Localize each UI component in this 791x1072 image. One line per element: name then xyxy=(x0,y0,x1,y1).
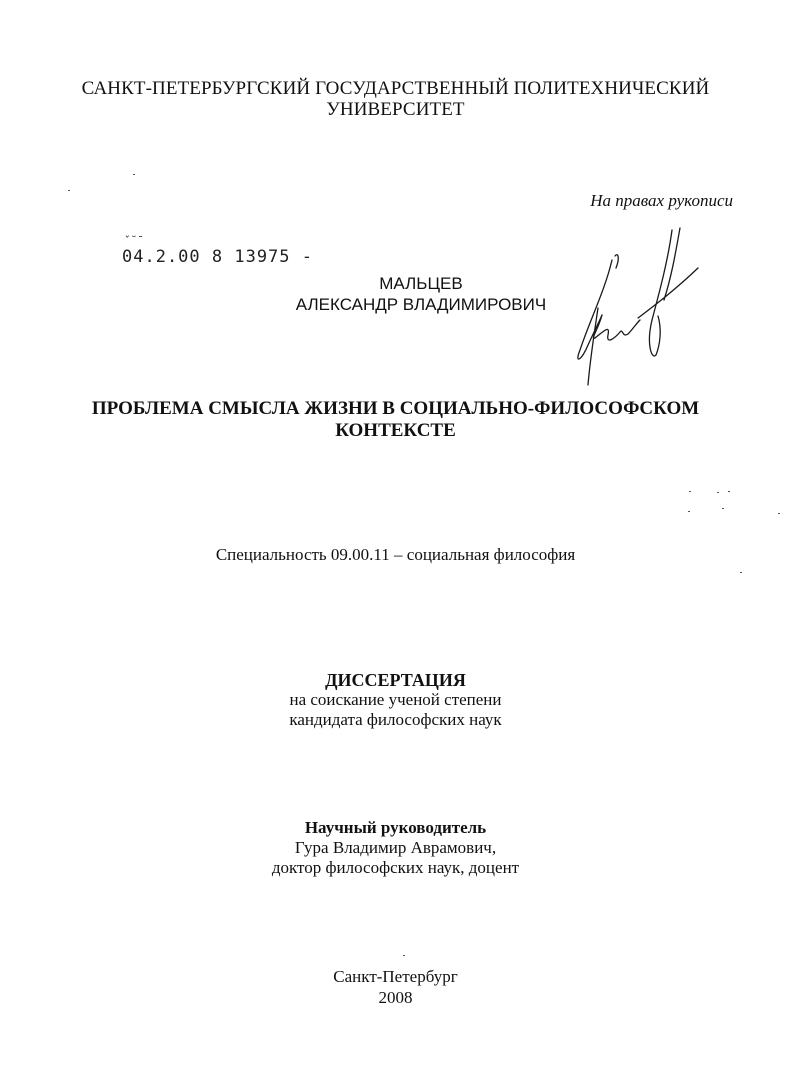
scan-speck xyxy=(689,491,691,492)
scan-speck xyxy=(688,511,690,512)
dissertation-heading: ДИССЕРТАЦИЯ xyxy=(325,670,466,690)
supervisor-degree: доктор философских наук, доцент xyxy=(271,858,520,877)
place-year xyxy=(0,966,791,1008)
supervisor-name: Гура Владимир Аврамович, xyxy=(294,838,497,857)
place: Санкт-Петербург xyxy=(333,967,458,986)
registry-code xyxy=(122,234,314,267)
scan-speck xyxy=(740,572,742,573)
dissertation-line-2: кандидата философских наук xyxy=(289,710,502,729)
title-line-1: ПРОБЛЕМА СМЫСЛА ЖИЗНИ В СОЦИАЛЬНО-ФИЛОСОФСКОМ xyxy=(91,398,700,419)
university-name xyxy=(0,78,791,120)
university-line-2: УНИВЕРСИТЕТ xyxy=(326,99,465,120)
supervisor-block xyxy=(0,818,791,878)
scan-speck xyxy=(778,513,780,514)
author-surname: МАЛЬЦЕВ xyxy=(379,274,463,293)
title-line-2: КОНТЕКСТЕ xyxy=(335,420,456,441)
scan-speck xyxy=(68,190,70,191)
scan-speck xyxy=(403,955,405,956)
rights-note: На правах рукописи xyxy=(590,191,733,210)
registry-code-text: 04.2.00 8 13975 xyxy=(122,247,291,267)
dissertation-title xyxy=(0,398,791,442)
dissertation-block xyxy=(0,670,791,730)
author-name: АЛЕКСАНДР ВЛАДИМИРОВИЧ xyxy=(295,295,547,314)
scan-speck xyxy=(728,491,730,492)
dissertation-line-1: на соискание ученой степени xyxy=(289,690,502,709)
signature-icon xyxy=(560,220,700,400)
scan-speck xyxy=(133,174,135,175)
registry-tick-mark: ˇ˘ˉ xyxy=(124,234,144,247)
year: 2008 xyxy=(378,988,413,1007)
specialty: Специальность 09.00.11 – социальная философия xyxy=(215,545,576,564)
registry-code-dash: - xyxy=(290,247,314,267)
university-line-1: САНКТ-ПЕТЕРБУРГСКИЙ ГОСУДАРСТВЕННЫЙ ПОЛИТЕХНИЧЕСКИЙ xyxy=(81,78,710,99)
scan-speck xyxy=(722,508,724,509)
scan-speck xyxy=(717,492,719,493)
supervisor-heading: Научный руководитель xyxy=(304,818,487,837)
